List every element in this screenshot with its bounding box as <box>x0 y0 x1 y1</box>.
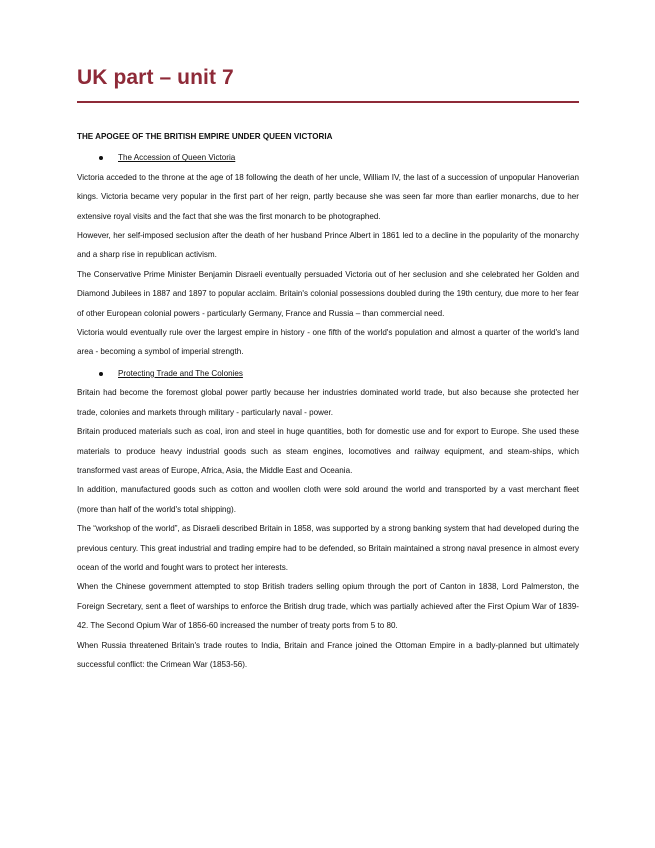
main-heading: THE APOGEE OF THE BRITISH EMPIRE UNDER QUEEN VICTORIA <box>77 132 333 141</box>
paragraph: When the Chinese government attempted to stop British traders selling opium through the port of Canton in 1838, Lord Palmerston, the Foreign Secretary, sent a fleet of warships to enforce the British drug trade, which was partially achieved after the First Opium War of 1839-42. The Second Opium War of 1856-60 increased the number of treaty ports from 5 to 80. <box>77 582 579 631</box>
document-body <box>77 127 579 674</box>
paragraph: The “workshop of the world”, as Disraeli described Britain in 1858, was supported by a strong banking system that had developed during the previous century. This great industrial and trading empire had to be defended, so Britain maintained a strong naval presence in almost every ocean of the world and fought wars to protect her interests. <box>77 524 579 572</box>
paragraph: Victoria acceded to the throne at the age of 18 following the death of her uncle, William IV, the last of a succession of unpopular Hanoverian kings. Victoria became very popular in the first part of her reign, partly because she was seen far more than earlier monarchs, due to her extensive royal visits and the fact that she was the first monarch to be photographed. <box>77 172 579 221</box>
bullet-dot-icon <box>99 156 103 160</box>
bullet-accession <box>77 148 579 167</box>
bullet-protecting-trade <box>77 364 579 383</box>
paragraph: Victoria would eventually rule over the largest empire in history - one fifth of the world's population and almost a quarter of the world's land area - becoming a symbol of imperial strength. <box>77 328 579 357</box>
paragraph: Britain had become the foremost global power partly because her industries dominated world trade, but also because she protected her trade, colonies and markets through military - particularly naval - power. <box>77 388 579 417</box>
document-title: UK part – unit 7 <box>77 66 234 89</box>
title-divider <box>77 101 579 103</box>
bullet-dot-icon <box>99 372 103 376</box>
paragraph: The Conservative Prime Minister Benjamin Disraeli eventually persuaded Victoria out of her seclusion and she celebrated her Golden and Diamond Jubilees in 1887 and 1897 to popular acclaim. Britain's colonial possessions doubled during the 19th century, due more to her fear of other European colonial powers - particularly Germany, France and Russia – than commercial need. <box>77 269 579 318</box>
paragraph: When Russia threatened Britain's trade routes to India, Britain and France joined the Ottoman Empire in a badly-planned but ultimately successful conflict: the Crimean War (1853-56). <box>77 640 579 669</box>
paragraph: However, her self-imposed seclusion after the death of her husband Prince Albert in 1861 led to a decline in the popularity of the monarchy and a sharp rise in republican activism. <box>77 231 579 260</box>
bullet-label: The Accession of Queen Victoria <box>118 153 236 163</box>
bullet-label: Protecting Trade and The Colonies <box>118 368 243 378</box>
paragraph: In addition, manufactured goods such as cotton and woollen cloth were sold around the world and transported by a vast merchant fleet (more than half of the world's total shipping). <box>77 485 579 514</box>
paragraph: Britain produced materials such as coal, iron and steel in huge quantities, both for domestic use and for export to Europe. She used these materials to produce heavy industrial goods such as steam engines, locomotives and railway equipment, and steam-ships, which transformed vast areas of Europe, Africa, Asia, the Middle East and Oceania. <box>77 427 579 475</box>
